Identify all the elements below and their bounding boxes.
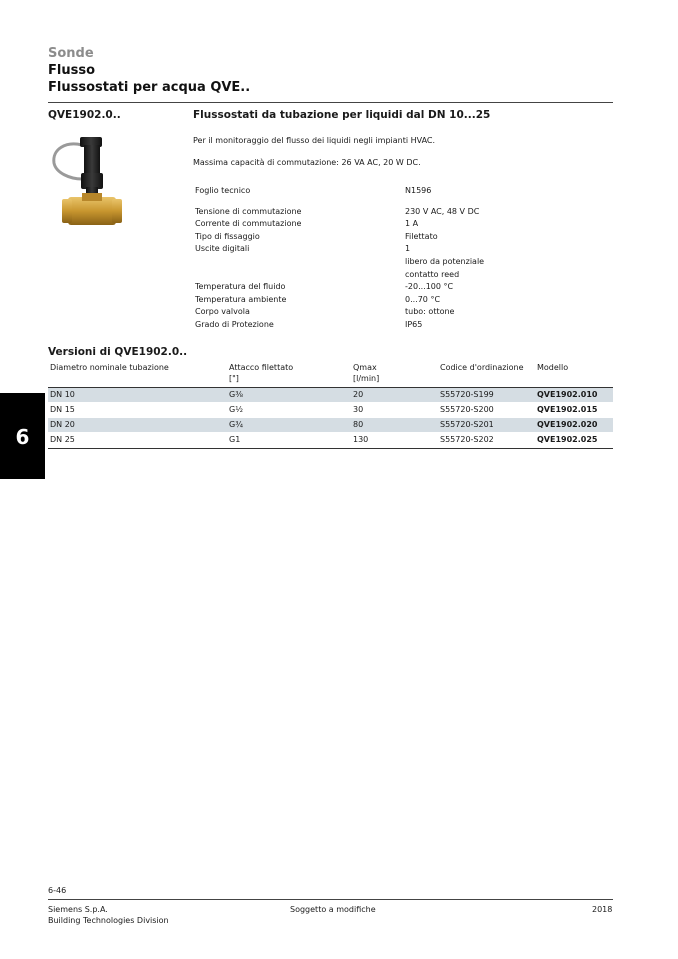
description-line-2: Massima capacità di commutazione: 26 VA AC, 20 W DC. bbox=[193, 158, 421, 167]
spec-value: tubo: ottone bbox=[405, 307, 455, 317]
footer-company: Siemens S.p.A. bbox=[48, 905, 108, 914]
chapter-tab bbox=[0, 393, 45, 479]
header-thread-unit: ["] bbox=[229, 374, 239, 383]
section-title: Flussostati da tubazione per liquidi dal DN 10...25 bbox=[193, 109, 491, 121]
spec-value: Filettato bbox=[405, 231, 438, 241]
cell-thread: G⅜ bbox=[229, 390, 243, 399]
cell-order-code: S55720-S200 bbox=[440, 405, 494, 414]
footer-year: 2018 bbox=[592, 905, 613, 914]
header-order-code: Codice d'ordinazione bbox=[440, 363, 524, 372]
footer-division: Building Technologies Division bbox=[48, 916, 169, 925]
cell-qmax: 20 bbox=[353, 390, 364, 399]
cell-thread: G½ bbox=[229, 405, 243, 414]
cell-thread: G¾ bbox=[229, 420, 243, 429]
spec-label: Corrente di commutazione bbox=[195, 219, 302, 229]
table-header bbox=[48, 363, 613, 387]
header-subcategory: Flusso bbox=[48, 63, 95, 78]
versions-title: Versioni di QVE1902.0.. bbox=[48, 346, 188, 358]
cell-dn: DN 25 bbox=[50, 435, 75, 444]
table-row bbox=[48, 433, 613, 448]
versions-table bbox=[48, 363, 613, 449]
chapter-number: 6 bbox=[15, 425, 30, 449]
spec-label: Tensione di commutazione bbox=[195, 206, 302, 216]
cell-order-code: S55720-S201 bbox=[440, 420, 494, 429]
cell-model: QVE1902.015 bbox=[537, 405, 598, 414]
footer-divider bbox=[48, 899, 613, 900]
table-bottom-rule bbox=[48, 448, 613, 449]
spec-value: 230 V AC, 48 V DC bbox=[405, 206, 480, 216]
page-title: Flussostati per acqua QVE.. bbox=[48, 80, 251, 95]
cell-dn: DN 10 bbox=[50, 390, 75, 399]
cell-order-code: S55720-S202 bbox=[440, 435, 494, 444]
page-number: 6-46 bbox=[48, 886, 67, 895]
spec-label: Temperatura ambiente bbox=[195, 294, 287, 304]
header-divider bbox=[48, 102, 613, 103]
cell-model: QVE1902.025 bbox=[537, 435, 598, 444]
cell-qmax: 80 bbox=[353, 420, 364, 429]
spec-label: Foglio tecnico bbox=[195, 186, 251, 195]
spec-label: Uscite digitali bbox=[195, 244, 250, 254]
header-qmax: Qmax bbox=[353, 363, 377, 372]
spec-label: Grado di Protezione bbox=[195, 319, 274, 329]
table-row bbox=[48, 388, 613, 403]
footer-notice: Soggetto a modifiche bbox=[290, 905, 376, 914]
spec-value: 1 bbox=[405, 244, 411, 254]
spec-value: 0...70 °C bbox=[405, 294, 441, 304]
spec-value: -20...100 °C bbox=[405, 282, 454, 292]
spec-value: IP65 bbox=[405, 319, 423, 329]
cell-qmax: 30 bbox=[353, 405, 364, 414]
cell-dn: DN 20 bbox=[50, 420, 75, 429]
cell-thread: G1 bbox=[229, 435, 241, 444]
cell-model: QVE1902.010 bbox=[537, 390, 598, 399]
cell-order-code: S55720-S199 bbox=[440, 390, 494, 399]
spec-value: libero da potenziale bbox=[405, 256, 485, 266]
cell-qmax: 130 bbox=[353, 435, 369, 444]
header-thread: Attacco filettato bbox=[229, 363, 294, 372]
header-model: Modello bbox=[537, 363, 569, 372]
cell-model: QVE1902.020 bbox=[537, 420, 598, 429]
flow-switch-product-photo bbox=[48, 133, 128, 233]
description-line-1: Per il monitoraggio del flusso dei liquidi negli impianti HVAC. bbox=[193, 136, 436, 145]
header-category: Sonde bbox=[48, 46, 94, 61]
spec-value: 1 A bbox=[405, 219, 419, 229]
spec-label: Temperatura del fluido bbox=[195, 282, 286, 292]
table-row bbox=[48, 418, 613, 433]
product-code: QVE1902.0.. bbox=[48, 109, 121, 121]
spec-value: contatto reed bbox=[405, 269, 460, 279]
table-row bbox=[48, 403, 613, 418]
cell-dn: DN 15 bbox=[50, 405, 75, 414]
header-qmax-unit: [l/min] bbox=[353, 374, 380, 383]
spec-label: Tipo di fissaggio bbox=[195, 231, 260, 241]
spec-value: N1596 bbox=[405, 186, 432, 195]
spec-label: Corpo valvola bbox=[195, 307, 250, 317]
header-dn: Diametro nominale tubazione bbox=[50, 363, 169, 372]
